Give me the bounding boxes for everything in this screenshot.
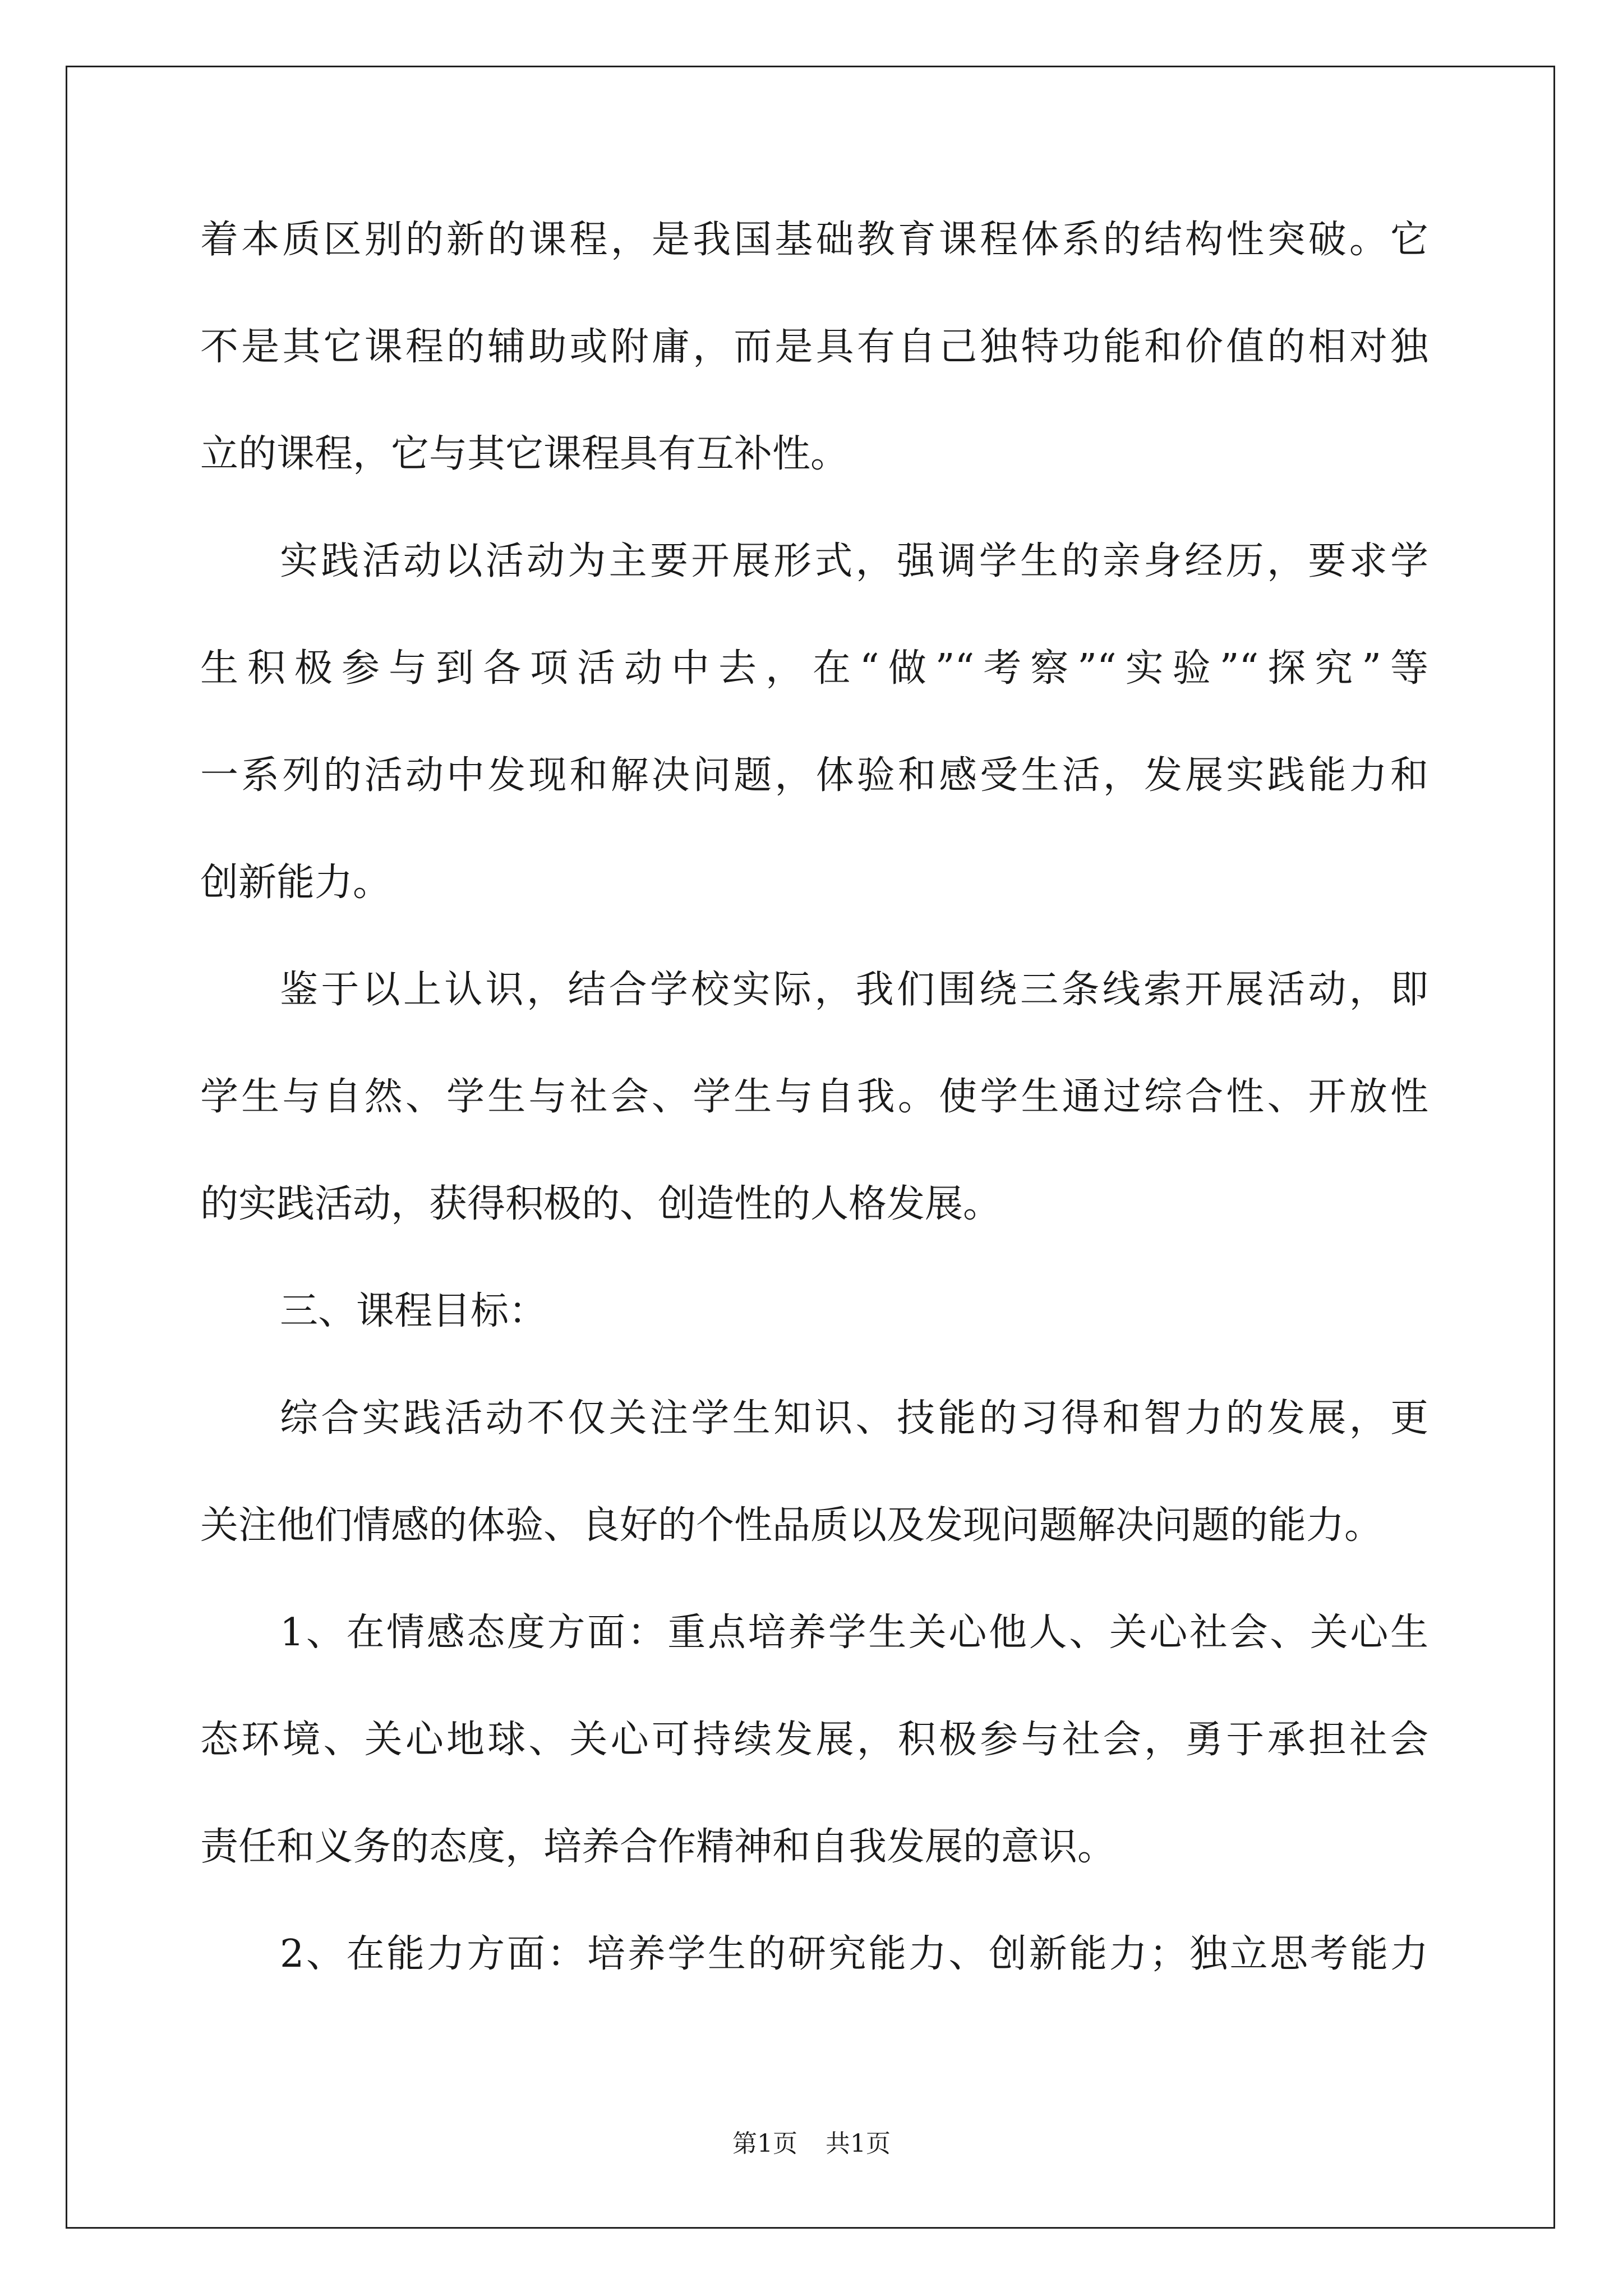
- page-footer: [0, 2127, 1623, 2161]
- text-line: 1、在情感态度方面：重点培养学生关心他人、关心社会、关心生: [280, 1611, 1428, 1655]
- text-line: 实践活动以活动为主要开展形式，强调学生的亲身经历，要求学: [280, 539, 1428, 583]
- text-line: 态环境、关心地球、关心可持续发展，积极参与社会，勇于承担社会: [200, 1718, 1428, 1762]
- text-line: 不是其它课程的辅助或附庸，而是具有自己独特功能和价值的相对独: [200, 325, 1428, 369]
- page-number: 第1页: [732, 2129, 797, 2158]
- text-line: 立的课程，它与其它课程具有互补性。: [200, 432, 849, 476]
- text-line: 2、在能力方面：培养学生的研究能力、创新能力；独立思考能力: [280, 1932, 1428, 1976]
- text-line: 责任和义务的态度，培养合作精神和自我发展的意识。: [200, 1825, 1116, 1869]
- text-line: 创新能力。: [200, 861, 391, 905]
- text-line: 鉴于以上认识，结合学校实际，我们围绕三条线索开展活动，即: [280, 968, 1428, 1012]
- page-total: 共1页: [826, 2129, 891, 2158]
- text-line: 关注他们情感的体验、良好的个性品质以及发现问题解决问题的能力。: [200, 1503, 1383, 1548]
- text-line: 学生与自然、学生与社会、学生与自我。使学生通过综合性、开放性: [200, 1075, 1428, 1119]
- text-line: 的实践活动，获得积极的、创造性的人格发展。: [200, 1182, 1002, 1226]
- section-heading: 三、课程目标：: [280, 1289, 547, 1333]
- text-line: 一系列的活动中发现和解决问题，体验和感受生活，发展实践能力和: [200, 753, 1428, 798]
- text-line: 生积极参与到各项活动中去，在“做”“考察”“实验”“探究”等: [200, 646, 1428, 691]
- text-line: 着本质区别的新的课程，是我国基础教育课程体系的结构性突破。它: [200, 218, 1428, 262]
- text-line: 综合实践活动不仅关注学生知识、技能的习得和智力的发展，更: [280, 1396, 1428, 1441]
- document-body: [200, 213, 1428, 2035]
